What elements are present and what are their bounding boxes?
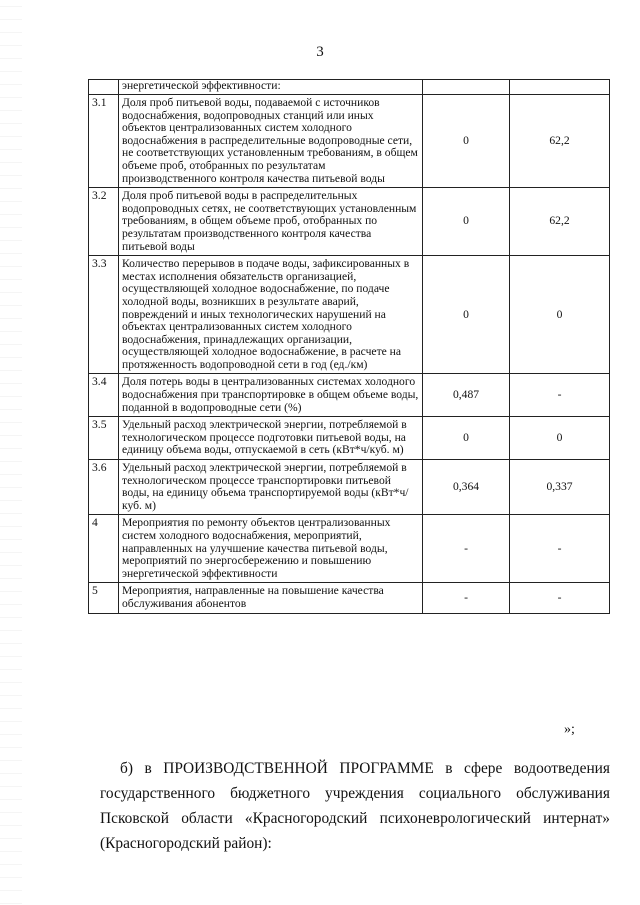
row-number: 3.1 bbox=[89, 95, 119, 188]
row-value-2: - bbox=[510, 374, 610, 417]
closing-quote-mark: »; bbox=[564, 722, 575, 737]
row-value-1: 0 bbox=[423, 95, 510, 188]
page-number: 3 bbox=[316, 44, 324, 60]
row-value-1: 0 bbox=[423, 417, 510, 460]
table-row bbox=[89, 256, 610, 374]
program-table bbox=[88, 79, 610, 614]
row-number bbox=[89, 80, 119, 95]
row-value-1: - bbox=[423, 515, 510, 583]
table-row bbox=[89, 417, 610, 460]
row-value-2: 0,337 bbox=[510, 460, 610, 515]
row-value-1: 0,487 bbox=[423, 374, 510, 417]
row-value-2: - bbox=[510, 583, 610, 613]
row-name: энергетической эффективности: bbox=[119, 80, 423, 95]
table-row bbox=[89, 188, 610, 256]
row-value-1 bbox=[423, 80, 510, 95]
row-number: 5 bbox=[89, 583, 119, 613]
table-row bbox=[89, 583, 610, 613]
row-name: Количество перерывов в подаче воды, зафиксированных в местах исполнения обязательств организацией, осуществляющей холодное водоснабжение, по подаче холодной воды, возникших в результате аварий, повреждений и иных технологических нарушений на объектах централизованных систем холодного водоснабжения, принадлежащих организации, осуществляющей холодное водоснабжение, в расчете на протяженность водопроводной сети в год (ед./км) bbox=[119, 256, 423, 374]
row-value-1: - bbox=[423, 583, 510, 613]
row-number: 3.4 bbox=[89, 374, 119, 417]
row-name: Доля проб питьевой воды в распределительных водопроводных сетях, не соответствующих установленным требованиям, в общем объеме проб, отобранных по результатам производственного контроля качества питьевой воды bbox=[119, 188, 423, 256]
row-value-1: 0 bbox=[423, 188, 510, 256]
row-number: 3.6 bbox=[89, 460, 119, 515]
table-row bbox=[89, 80, 610, 95]
table-row bbox=[89, 460, 610, 515]
row-name: Доля потерь воды в централизованных системах холодного водоснабжения при транспортировке в общем объеме воды, поданной в водопроводные сети (%) bbox=[119, 374, 423, 417]
row-name: Доля проб питьевой воды, подаваемой с источников водоснабжения, водопроводных станций или иных объектов централизованных систем холодного водоснабжения в распределительные водопроводные сети, не соответствующих установленным требованиям, в общем объеме проб, отобранных по результатам производственного контроля качества питьевой воды bbox=[119, 95, 423, 188]
body-paragraph bbox=[100, 756, 610, 856]
body-paragraph-text: б) в ПРОИЗВОДСТВЕННОЙ ПРОГРАММЕ в сфере водоотведения государственного бюджетного учреждения социального обслуживания Псковской области «Красногородский психоневрологический интернат» (Красногородский район): bbox=[100, 760, 610, 852]
row-value-2: 62,2 bbox=[510, 95, 610, 188]
table-row bbox=[89, 515, 610, 583]
row-number: 3.3 bbox=[89, 256, 119, 374]
row-value-2: - bbox=[510, 515, 610, 583]
row-number: 4 bbox=[89, 515, 119, 583]
table-row bbox=[89, 374, 610, 417]
row-value-2: 0 bbox=[510, 417, 610, 460]
row-number: 3.2 bbox=[89, 188, 119, 256]
row-value-2: 0 bbox=[510, 256, 610, 374]
row-number: 3.5 bbox=[89, 417, 119, 460]
row-name: Мероприятия по ремонту объектов централизованных систем холодного водоснабжения, мероприятий, направленных на улучшение качества питьевой воды, мероприятий по энергосбережению и повышению энергетической эффективности bbox=[119, 515, 423, 583]
scan-edge-artifact bbox=[0, 0, 22, 905]
row-name: Мероприятия, направленные на повышение качества обслуживания абонентов bbox=[119, 583, 423, 613]
row-name: Удельный расход электрической энергии, потребляемой в технологическом процессе транспортировки питьевой воды, на единицу объема транспортируемой воды (кВт*ч/куб. м) bbox=[119, 460, 423, 515]
row-value-2 bbox=[510, 80, 610, 95]
row-value-2: 62,2 bbox=[510, 188, 610, 256]
row-name: Удельный расход электрической энергии, потребляемой в технологическом процессе подготовки питьевой воды, на единицу объема воды, отпускаемой в сеть (кВт*ч/куб. м) bbox=[119, 417, 423, 460]
table-row bbox=[89, 95, 610, 188]
row-value-1: 0,364 bbox=[423, 460, 510, 515]
row-value-1: 0 bbox=[423, 256, 510, 374]
